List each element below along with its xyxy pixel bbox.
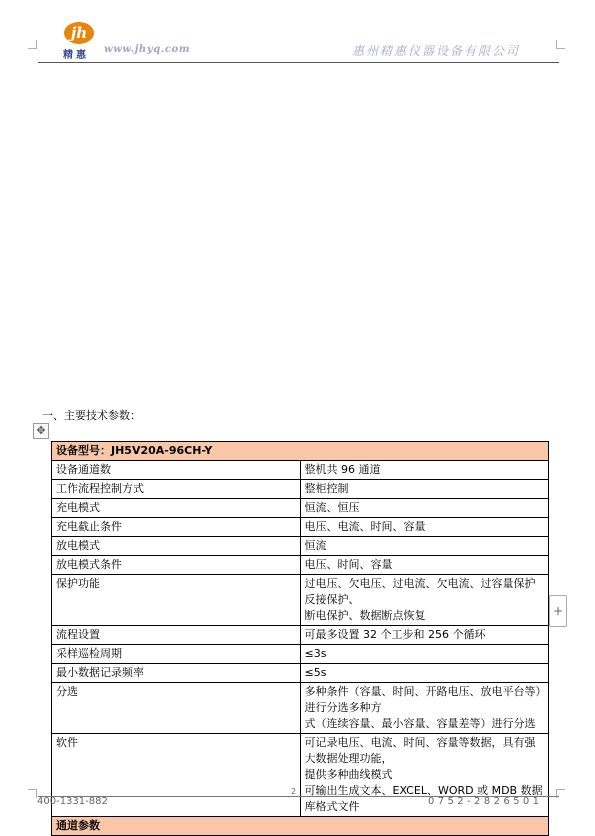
param-name: 工作流程控制方式 <box>52 480 301 499</box>
param-value <box>300 683 549 734</box>
table-row <box>52 626 549 645</box>
param-value-line: 可最多设置 32 个工步和 256 个循环 <box>304 628 486 641</box>
spec-table <box>51 441 549 836</box>
param-value-line: 可记录电压、电流、时间、容量等数据，具有强大数据处理功能， <box>304 736 536 765</box>
param-value-line: 恒流、恒压 <box>304 501 360 514</box>
param-value-line: ≤3s <box>304 647 327 660</box>
company-logo <box>60 22 98 61</box>
param-value-line: 式（连续容量、最小容量、容量差等）进行分选 <box>304 717 536 730</box>
param-value-line: 可输出生成文本、EXCEL、WORD 或 MDB 数据库格式文件 <box>304 784 543 813</box>
margin-corner-top-left <box>28 40 37 49</box>
param-value-line: 恒流 <box>304 539 327 552</box>
table-row <box>52 664 549 683</box>
param-value <box>300 499 549 518</box>
table-move-handle-icon[interactable]: ✥ <box>33 423 49 439</box>
add-row-button[interactable]: + <box>549 595 567 627</box>
footer-phone-right: 0752-2826501 <box>428 796 543 807</box>
param-name: 流程设置 <box>52 626 301 645</box>
table-row <box>52 683 549 734</box>
page-number: 2 <box>291 787 297 796</box>
table-row <box>52 645 549 664</box>
table-row <box>52 537 549 556</box>
channel-heading: 通道参数 <box>52 817 549 836</box>
channel-header-row <box>52 817 549 836</box>
table-header-row <box>52 442 549 461</box>
param-value-line: 过电压、欠电压、过电流、欠电流、过容量保护反接保护、 <box>304 577 536 606</box>
website-url: www.jhyq.com <box>104 44 191 55</box>
table-row <box>52 461 549 480</box>
param-value-line: 断电保护、数据断点恢复 <box>304 609 426 622</box>
param-name: 软件 <box>52 734 301 817</box>
param-value <box>300 518 549 537</box>
param-value <box>300 575 549 626</box>
param-value <box>300 645 549 664</box>
param-name: 充电截止条件 <box>52 518 301 537</box>
logo-chinese-text: 精惠 <box>63 50 89 61</box>
param-value-line: 电压、电流、时间、容量 <box>304 520 426 533</box>
param-value-line: 整柜控制 <box>304 482 349 495</box>
param-value <box>300 626 549 645</box>
header-divider <box>38 62 559 63</box>
logo-text: jh <box>70 24 88 42</box>
param-name: 放电模式条件 <box>52 556 301 575</box>
param-name: 保护功能 <box>52 575 301 626</box>
param-value <box>300 556 549 575</box>
model-heading: 设备型号：JH5V20A-96CH-Y <box>52 442 549 461</box>
section-title: 一、主要技术参数： <box>42 409 141 422</box>
param-value-line: 电压、时间、容量 <box>304 558 393 571</box>
company-name: 惠州精惠仪器设备有限公司 <box>352 44 521 58</box>
param-name: 采样巡检周期 <box>52 645 301 664</box>
table-row <box>52 499 549 518</box>
param-value <box>300 480 549 499</box>
margin-corner-bottom-left <box>28 789 37 798</box>
param-name: 放电模式 <box>52 537 301 556</box>
param-value <box>300 537 549 556</box>
table-row <box>52 556 549 575</box>
param-value-line: 提供多种曲线模式 <box>304 768 393 781</box>
param-name: 最小数据记录频率 <box>52 664 301 683</box>
footer-phone-left: 400-1331-882 <box>37 796 108 807</box>
table-row <box>52 480 549 499</box>
table-row <box>52 518 549 537</box>
param-name: 充电模式 <box>52 499 301 518</box>
param-name: 分选 <box>52 683 301 734</box>
param-value-line: ≤5s <box>304 666 327 679</box>
margin-corner-top-right <box>556 40 565 49</box>
table-row <box>52 575 549 626</box>
param-value <box>300 664 549 683</box>
param-value-line: 整机共 96 通道 <box>304 463 381 476</box>
param-value-line: 多种条件（容量、时间、开路电压、放电平台等）进行分选多种方 <box>304 685 541 714</box>
param-value <box>300 461 549 480</box>
param-name: 设备通道数 <box>52 461 301 480</box>
